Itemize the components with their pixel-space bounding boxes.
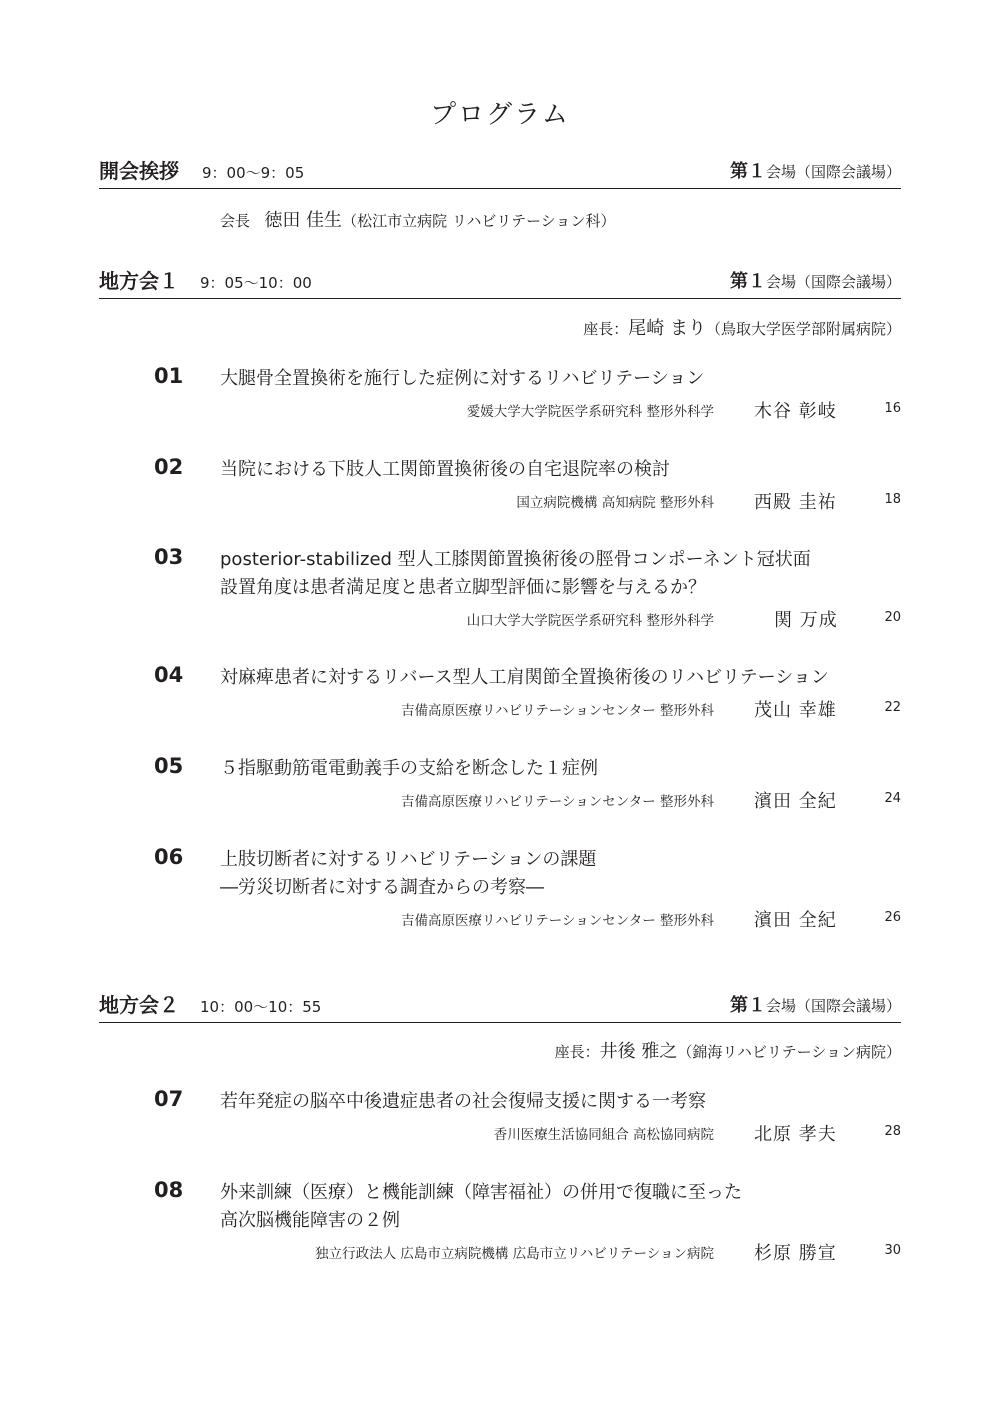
opening-speaker: [220, 206, 615, 232]
opening-person: 徳田 佳生: [264, 210, 343, 231]
item-number: 02: [154, 455, 184, 479]
opening-header: [99, 159, 901, 189]
item-number: 04: [154, 663, 184, 687]
item-affiliation: 国立病院機構 高知病院 整形外科: [516, 495, 714, 511]
item-author: 杉原 勝宣: [754, 1243, 837, 1264]
item-page: 26: [884, 910, 901, 925]
item-title: 当院における下肢人工関節置換術後の自宅退院率の検討: [220, 459, 670, 480]
item-page: 22: [884, 700, 901, 715]
item-page: 16: [884, 401, 901, 416]
session-chair: 座長：井後 雅之（錦海リハビリテーション病院）: [554, 1041, 901, 1062]
item-author: 濱田 全紀: [754, 791, 837, 812]
item-number: 07: [154, 1087, 184, 1111]
item-title: posterior-stabilized 型人工膝関節置換術後の脛骨コンポーネント冠状面 設置角度は患者満足度と患者立脚型評価に影響を与えるか？: [220, 549, 811, 598]
item-title: 上肢切断者に対するリハビリテーションの課題 ―労災切断者に対する調査からの考察―: [220, 849, 597, 898]
item-page: 20: [884, 610, 901, 625]
item-affiliation: 吉備高原医療リハビリテーションセンター 整形外科: [400, 703, 714, 719]
item-title: 対麻痺患者に対するリバース型人工肩関節全置換術後のリハビリテーション: [220, 667, 829, 688]
item-number: 05: [154, 754, 184, 778]
session-name: 地方会１: [99, 269, 179, 293]
item-page: 28: [884, 1124, 901, 1139]
session-name: 地方会２: [99, 993, 179, 1017]
item-meta: [0, 906, 1000, 930]
item-meta: [0, 488, 1000, 512]
item-author: 濱田 全紀: [754, 910, 837, 931]
item-author: 北原 孝夫: [754, 1124, 837, 1145]
session-time: 10：00～10：55: [200, 998, 322, 1016]
item-affiliation: 愛媛大学大学院医学系研究科 整形外科学: [466, 404, 714, 420]
session-chair: 座長：尾崎 まり（鳥取大学医学部附属病院）: [583, 318, 901, 339]
item-number: 06: [154, 845, 184, 869]
item-affiliation: 吉備高原医療リハビリテーションセンター 整形外科: [400, 913, 714, 929]
item-affiliation: 香川医療生活協同組合 高松協同病院: [493, 1127, 714, 1143]
item-title: ５指駆動筋電電動義手の支給を断念した１症例: [220, 758, 598, 779]
opening-time: 9：00～9：05: [202, 164, 305, 182]
item-page: 18: [884, 492, 901, 507]
item-meta: [0, 787, 1000, 811]
item-affiliation: 独立行政法人 広島市立病院機構 広島市立リハビリテーション病院: [315, 1246, 714, 1262]
item-page: 30: [884, 1243, 901, 1258]
item-meta: [0, 606, 1000, 630]
session-venue: 第１会場（国際会議場）: [729, 271, 901, 292]
item-author: 木谷 彰岐: [754, 401, 837, 422]
item-number: 01: [154, 364, 184, 388]
session-venue: 第１会場（国際会議場）: [729, 995, 901, 1016]
item-title: 大腿骨全置換術を施行した症例に対するリハビリテーション: [220, 368, 705, 389]
page-title: プログラム: [430, 100, 570, 130]
item-title: 外来訓練（医療）と機能訓練（障害福祉）の併用で復職に至った 高次脳機能障害の２例: [220, 1182, 742, 1231]
item-meta: [0, 1239, 1000, 1263]
item-affiliation: 吉備高原医療リハビリテーションセンター 整形外科: [400, 794, 714, 810]
opening-venue: 第１会場（国際会議場）: [729, 161, 901, 182]
session-header: [99, 993, 901, 1023]
item-number: 03: [154, 545, 184, 569]
item-meta: [0, 696, 1000, 720]
session-time: 9：05～10：00: [200, 274, 312, 292]
opening-role: 会長: [220, 212, 251, 230]
item-author: 西殿 圭祐: [754, 492, 837, 513]
opening-affiliation: （松江市立病院 リハビリテーション科）: [342, 212, 616, 230]
item-affiliation: 山口大学大学院医学系研究科 整形外科学: [466, 613, 714, 629]
item-number: 08: [154, 1178, 184, 1202]
item-page: 24: [884, 791, 901, 806]
opening-name: 開会挨拶: [99, 159, 179, 183]
item-author: 関 万成: [774, 610, 838, 631]
item-title: 若年発症の脳卒中後遺症患者の社会復帰支援に関する一考察: [220, 1091, 706, 1112]
item-meta: [0, 397, 1000, 421]
session-header: [99, 269, 901, 299]
item-meta: [0, 1120, 1000, 1144]
item-author: 茂山 幸雄: [754, 700, 837, 721]
